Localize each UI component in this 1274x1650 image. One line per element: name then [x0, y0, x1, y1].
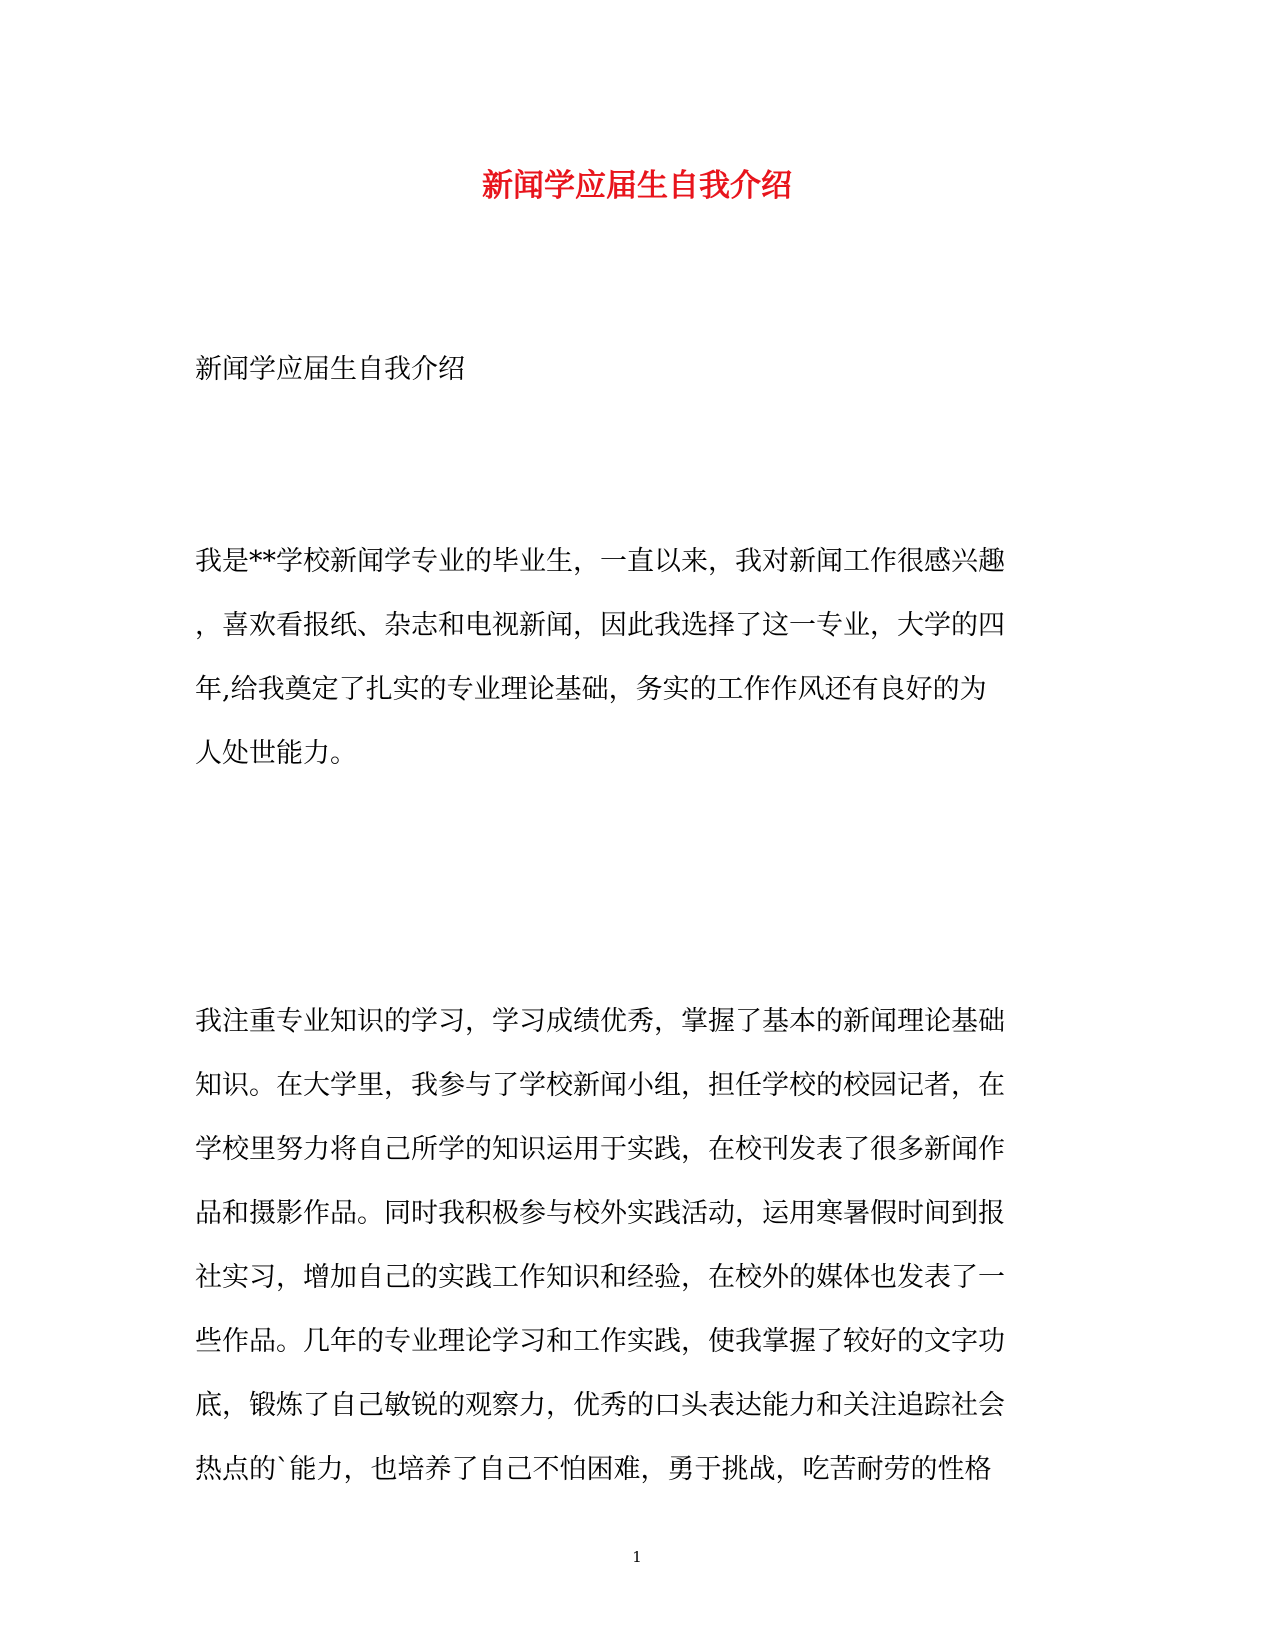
page-number: 1 — [632, 1548, 642, 1566]
paragraph-line: 我是**学校新闻学专业的毕业生，一直以来，我对新闻工作很感兴趣 — [195, 546, 1005, 577]
paragraph-line: 热点的`能力，也培养了自己不怕困难，勇于挑战，吃苦耐劳的性格 — [195, 1454, 992, 1485]
paragraph-1 — [195, 530, 1085, 786]
paragraph-line: 年,给我奠定了扎实的专业理论基础，务实的工作作风还有良好的为 — [195, 674, 987, 705]
paragraph-line: 社实习，增加自己的实践工作知识和经验，在校外的媒体也发表了一 — [195, 1262, 1005, 1293]
paragraph-line: 些作品。几年的专业理论学习和工作实践，使我掌握了较好的文字功 — [195, 1326, 1005, 1357]
paragraph-line: 我注重专业知识的学习，学习成绩优秀，掌握了基本的新闻理论基础 — [195, 1006, 1005, 1037]
document-subtitle: 新闻学应届生自我介绍 — [195, 354, 465, 385]
paragraph-line: 人处世能力。 — [195, 738, 357, 769]
paragraph-line: 底，锻炼了自己敏锐的观察力，优秀的口头表达能力和关注追踪社会 — [195, 1390, 1005, 1421]
paragraph-line: 品和摄影作品。同时我积极参与校外实践活动，运用寒暑假时间到报 — [195, 1198, 1005, 1229]
paragraph-line: 知识。在大学里，我参与了学校新闻小组，担任学校的校园记者，在 — [195, 1070, 1005, 1101]
document-title: 新闻学应届生自我介绍 — [482, 168, 792, 204]
paragraph-line: 学校里努力将自己所学的知识运用于实践，在校刊发表了很多新闻作 — [195, 1134, 1005, 1165]
paragraph-2 — [195, 990, 1085, 1502]
paragraph-line: ，喜欢看报纸、杂志和电视新闻，因此我选择了这一专业，大学的四 — [195, 610, 1005, 641]
